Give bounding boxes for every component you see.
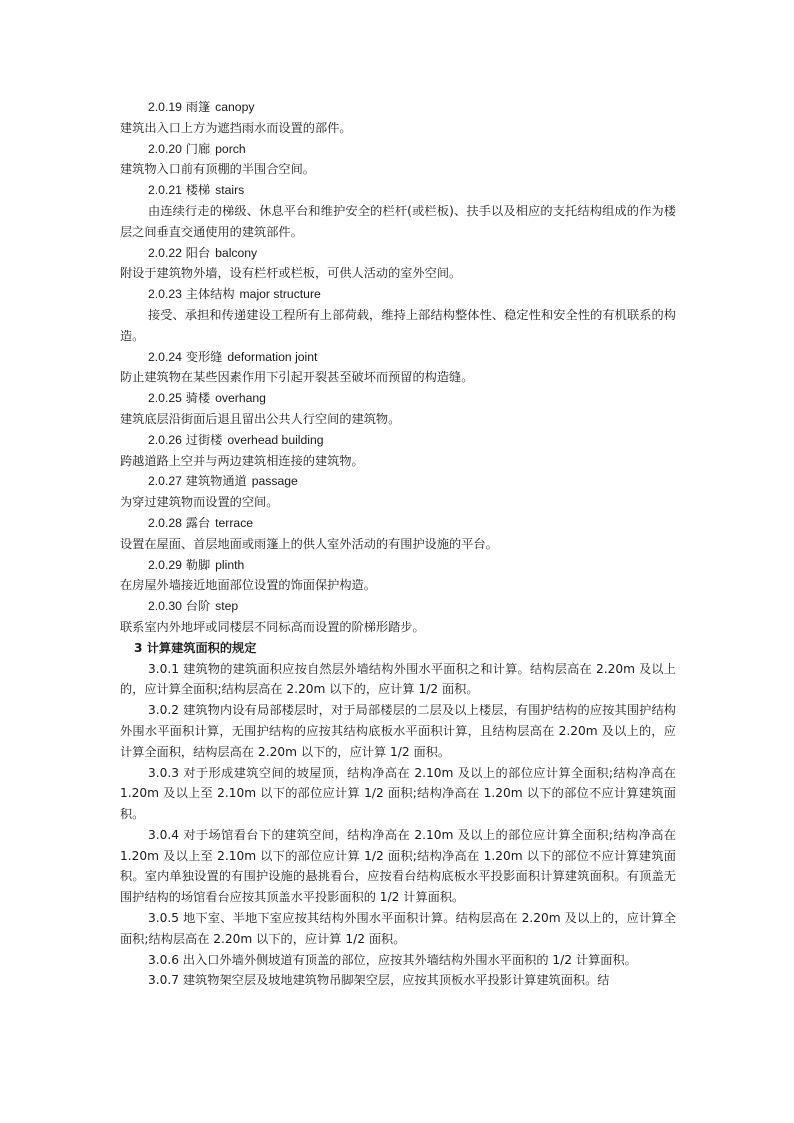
term-heading	[120, 555, 676, 576]
term-entry	[120, 430, 676, 472]
term-code: 2.0.29	[148, 557, 182, 572]
term-zh: 露台	[185, 515, 211, 530]
term-heading	[120, 471, 676, 492]
term-definition: 由连续行走的梯级、休息平台和维护安全的栏杆(或栏板)、扶手以及相应的支托结构组成的作为楼层之间垂直交通使用的建筑部件。	[120, 203, 676, 239]
term-zh: 门廊	[185, 141, 211, 156]
term-en: overhead building	[227, 432, 324, 447]
term-zh: 过街楼	[185, 432, 223, 447]
term-zh: 勒脚	[185, 557, 211, 572]
term-heading	[120, 97, 676, 118]
term-entry	[120, 596, 676, 638]
term-code: 2.0.24	[148, 349, 182, 364]
term-en: passage	[251, 474, 298, 489]
term-en: deformation joint	[227, 349, 318, 364]
clause	[120, 700, 676, 762]
term-entry	[120, 284, 676, 346]
clause	[120, 908, 676, 950]
clause-text: 对于形成建筑空间的坡屋顶，结构净高在 2.10m 及以上的部位应计算全面积;结构净高在 1.20m 及以上至 2.10m 以下的部位应计算 1/2 面积;结构净高在 1.20m 以下的部位不应计算建筑面积。	[120, 765, 676, 822]
term-entry	[120, 388, 676, 430]
section-heading	[120, 638, 676, 659]
clause-code: 3.0.3	[148, 765, 180, 780]
term-zh: 楼梯	[185, 183, 211, 198]
term-en: terrace	[215, 515, 254, 530]
term-code: 2.0.30	[148, 599, 182, 614]
term-zh: 建筑物通道	[185, 474, 247, 489]
term-code: 2.0.22	[148, 245, 182, 260]
term-zh: 台阶	[185, 599, 211, 614]
term-en: stairs	[215, 183, 245, 198]
term-entry	[120, 243, 676, 285]
term-code: 2.0.23	[148, 287, 182, 302]
term-heading	[120, 430, 676, 451]
term-entry	[120, 180, 676, 242]
term-heading	[120, 513, 676, 534]
term-zh: 变形缝	[185, 349, 223, 364]
term-definition: 附设于建筑物外墙，设有栏杆或栏板，可供人活动的室外空间。	[120, 266, 462, 281]
term-entry	[120, 471, 676, 513]
clause-text: 建筑物架空层及坡地建筑物吊脚架空层，应按其顶板水平投影计算建筑面积。结	[182, 973, 610, 988]
term-entry	[120, 555, 676, 597]
term-en: porch	[215, 141, 246, 156]
document-page	[120, 97, 676, 991]
term-entry	[120, 347, 676, 389]
clause-text: 出入口外墙外侧坡道有顶盖的部位，应按其外墙结构外围水平面积的 1/2 计算面积。	[182, 952, 637, 967]
term-definition: 联系室内外地坪或同楼层不同标高而设置的阶梯形踏步。	[120, 619, 425, 634]
clause-code: 3.0.2	[148, 703, 180, 718]
term-definition: 建筑物入口前有顶棚的半围合空间。	[120, 162, 315, 177]
clause-text: 建筑物的建筑面积应按自然层外墙结构外围水平面积之和计算。结构层高在 2.20m 及以上的，应计算全面积;结构层高在 2.20m 以下的，应计算 1/2 面积。	[120, 661, 676, 697]
section-title: 计算建筑面积的规定	[146, 640, 257, 655]
clause-code: 3.0.5	[148, 911, 180, 926]
term-definition: 建筑底层沿街面后退且留出公共人行空间的建筑物。	[120, 411, 401, 426]
term-heading	[120, 139, 676, 160]
term-entry	[120, 97, 676, 139]
term-code: 2.0.25	[148, 391, 182, 406]
clause	[120, 763, 676, 825]
clause-text: 地下室、半地下室应按其结构外围水平面积计算。结构层高在 2.20m 及以上的，应计算全面积;结构层高在 2.20m 以下的，应计算 1/2 面积。	[120, 911, 676, 946]
term-heading	[120, 243, 676, 264]
term-en: canopy	[215, 100, 255, 114]
clause	[120, 659, 676, 701]
clause-code: 3.0.7	[148, 973, 180, 988]
term-code: 2.0.26	[148, 432, 182, 447]
clause-code: 3.0.1	[148, 661, 180, 676]
term-definition: 在房屋外墙接近地面部位设置的饰面保护构造。	[120, 578, 376, 593]
clause-text: 对于场馆看台下的建筑空间，结构净高在 2.10m 及以上的部位应计算全面积;结构净高在 1.20m 及以上至 2.10m 以下的部位应计算 1/2 面积;结构净高在 1.20m 以下的部位不应计算建筑面积。室内单独设置的有围护设施的悬挑看台，应按看台结构底板水平投影面积计算建筑面积。有顶盖无围护结构的场馆看台应按其顶盖水平投影面积的 1/2 计算面积。	[120, 827, 676, 905]
term-code: 2.0.19	[148, 100, 182, 114]
term-zh: 主体结构	[185, 287, 235, 302]
term-en: plinth	[215, 557, 245, 572]
term-zh: 阳台	[185, 245, 211, 260]
term-entry	[120, 139, 676, 181]
clause-code: 3.0.4	[148, 827, 180, 842]
term-definition: 设置在屋面、首层地面或雨篷上的供人室外活动的有围护设施的平台。	[120, 536, 498, 551]
term-definition: 建筑出入口上方为遮挡雨水而设置的部件。	[120, 120, 352, 135]
term-en: overhang	[215, 391, 266, 406]
term-definition: 跨越道路上空并与两边建筑相连接的建筑物。	[120, 453, 364, 468]
section-number: 3	[134, 640, 143, 655]
term-heading	[120, 284, 676, 305]
clause-code: 3.0.6	[148, 952, 180, 967]
term-code: 2.0.21	[148, 183, 182, 198]
term-definition: 防止建筑物在某些因素作用下引起开裂甚至破坏而预留的构造缝。	[120, 370, 474, 385]
term-definition: 接受、承担和传递建设工程所有上部荷载，维持上部结构整体性、稳定性和安全性的有机联系的构造。	[120, 307, 676, 343]
term-zh: 骑楼	[185, 391, 211, 406]
term-heading	[120, 347, 676, 368]
term-en: major structure	[239, 287, 321, 302]
term-code: 2.0.28	[148, 515, 182, 530]
term-heading	[120, 596, 676, 617]
term-en: step	[215, 599, 239, 614]
term-zh: 雨篷	[185, 100, 211, 114]
clause-text: 建筑物内设有局部楼层时，对于局部楼层的二层及以上楼层，有围护结构的应按其围护结构外围水平面积计算，无围护结构的应按其结构底板水平面积计算，且结构层高在 2.20m 及以上的，应计算全面积，结构层高在 2.20m 以下的，应计算 1/2 面积。	[120, 703, 676, 759]
term-definition: 为穿过建筑物而设置的空间。	[120, 495, 279, 510]
clause	[120, 950, 676, 971]
term-heading	[120, 180, 676, 201]
term-code: 2.0.20	[148, 141, 182, 156]
term-heading	[120, 388, 676, 409]
term-en: balcony	[215, 245, 258, 260]
clause	[120, 970, 676, 991]
clause	[120, 825, 676, 908]
term-code: 2.0.27	[148, 474, 182, 489]
term-entry	[120, 513, 676, 555]
